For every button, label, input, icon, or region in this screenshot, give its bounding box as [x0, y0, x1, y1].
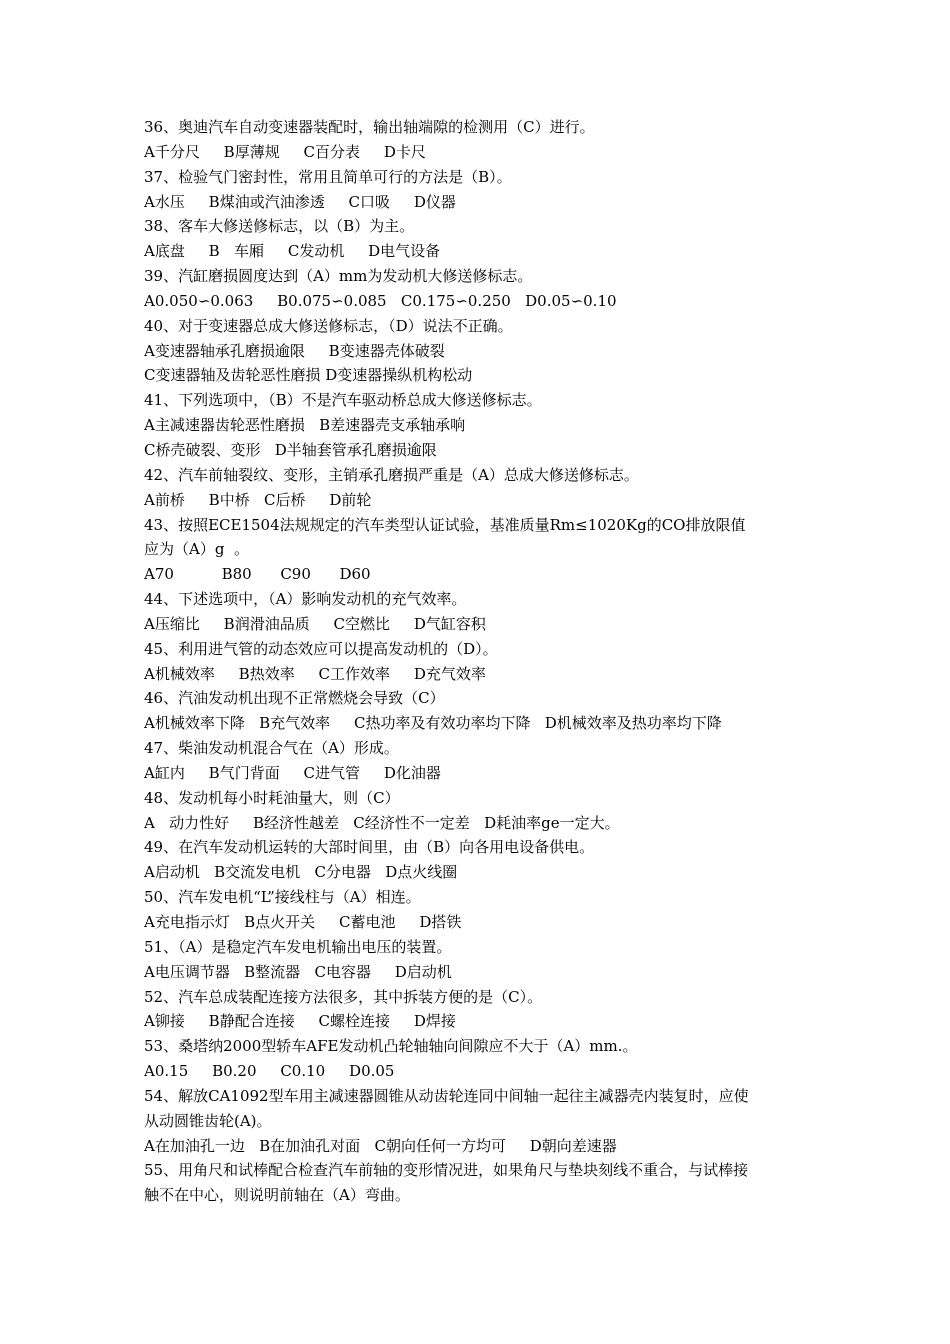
text-line: 37、检验气门密封性，常用且简单可行的方法是（B）。 — [144, 167, 512, 186]
text-line: 45、利用进气管的动态效应可以提高发动机的（D）。 — [144, 639, 498, 658]
text-line: A铆接 B静配合连接 C螺栓连接 D焊接 — [144, 1012, 456, 1031]
text-line: A电压调节器 B整流器 C电容器 D启动机 — [144, 962, 452, 981]
text-line: 51、（A）是稳定汽车发电机输出电压的装置。 — [144, 937, 452, 956]
text-line: A前桥 B中桥 C后桥 D前轮 — [144, 490, 372, 509]
text-line: A底盘 B 车厢 C发动机 D电气设备 — [144, 242, 441, 261]
text-line: 36、奥迪汽车自动变速器装配时，输出轴端隙的检测用（C）进行。 — [144, 118, 595, 136]
text-line: A机械效率下降 B充气效率 C热功率及有效功率均下降 D机械效率及热功率均下降 — [144, 714, 722, 733]
text-line: 38、客车大修送修标志，以（B）为主。 — [144, 217, 415, 236]
text-line: A启动机 B交流发电机 C分电器 D点火线圈 — [144, 863, 458, 882]
text-line: A主减速器齿轮恶性磨损 B差速器壳支承轴承响 — [144, 416, 466, 435]
text-line: A水压 B煤油或汽油渗透 C口吸 D仪器 — [144, 192, 456, 211]
text-line: A机械效率 B热效率 C工作效率 D充气效率 — [144, 664, 486, 683]
text-line: 46、汽油发动机出现不正常燃烧会导致（C） — [144, 689, 445, 708]
text-line: 43、按照ECE1504法规规定的汽车类型认证试验，基准质量Rm≤1020Kg的CO排放限值 — [144, 515, 746, 534]
text-line: A变速器轴承孔磨损逾限 B变速器壳体破裂 — [144, 341, 445, 360]
text-line: 49、在汽车发动机运转的大部时间里，由（B）向各用电设备供电。 — [144, 838, 595, 857]
text-line: 44、下述选项中，（A）影响发动机的充气效率。 — [144, 590, 467, 609]
text-line: 触不在中心，则说明前轴在（A）弯曲。 — [144, 1186, 410, 1205]
text-line: A千分尺 B厚薄规 C百分表 D卡尺 — [144, 142, 426, 161]
text-line: 39、汽缸磨损圆度达到（A）mm为发动机大修送修标志。 — [144, 267, 533, 286]
page-content — [144, 115, 812, 1208]
text-line: 55、用角尺和试棒配合检查汽车前轴的变形情况进，如果角尺与垫块刻线不重合，与试棒接 — [144, 1161, 749, 1180]
text-line: 50、汽车发电机“L”接线柱与（A）相连。 — [144, 888, 421, 907]
text-line: 41、下列选项中，（B）不是汽车驱动桥总成大修送修标志。 — [144, 391, 542, 410]
text-line: A0.15 B0.20 C0.10 D0.05 — [144, 1062, 395, 1081]
text-line: 48、发动机每小时耗油量大，则（C） — [144, 788, 400, 807]
text-line: A70 B80 C90 D60 — [144, 565, 371, 584]
text-line: 应为（A）g 。 — [144, 540, 249, 559]
text-line: 52、汽车总成装配连接方法很多，其中拆装方便的是（C）。 — [144, 987, 543, 1006]
text-line: 54、解放CA1092型车用主减速器圆锥从动齿轮连同中间轴一起往主减器壳内装复时，应使 — [144, 1086, 749, 1105]
text-line: A 动力性好 B经济性越差 C经济性不一定差 D耗油率ge一定大。 — [144, 813, 620, 832]
text-line: A压缩比 B润滑油品质 C空燃比 D气缸容积 — [144, 614, 486, 633]
text-line: C变速器轴及齿轮恶性磨损 D变速器操纵机构松动 — [144, 366, 473, 385]
text-line: 40、对于变速器总成大修送修标志，（D）说法不正确。 — [144, 316, 513, 335]
text-line: 53、桑塔纳2000型轿车AFE发动机凸轮轴轴向间隙应不大于（A）mm.。 — [144, 1037, 638, 1056]
text-line: A在加油孔一边 B在加油孔对面 C朝向任何一方均可 D朝向差速器 — [144, 1136, 617, 1155]
text-line: 42、汽车前轴裂纹、变形，主销承孔磨损严重是（A）总成大修送修标志。 — [144, 465, 639, 484]
text-line: 47、柴油发动机混合气在（A）形成。 — [144, 739, 399, 758]
text-line: A0.050∽0.063 B0.075∽0.085 C0.175∽0.250 D0.05∽0.10 — [144, 291, 617, 310]
text-line: A缸内 B气门背面 C进气管 D化油器 — [144, 763, 441, 782]
text-line: A充电指示灯 B点火开关 C蓄电池 D搭铁 — [144, 913, 462, 931]
text-line: 从动圆锥齿轮(A)。 — [144, 1111, 272, 1130]
text-line: C桥壳破裂、变形 D半轴套管承孔磨损逾限 — [144, 440, 437, 459]
